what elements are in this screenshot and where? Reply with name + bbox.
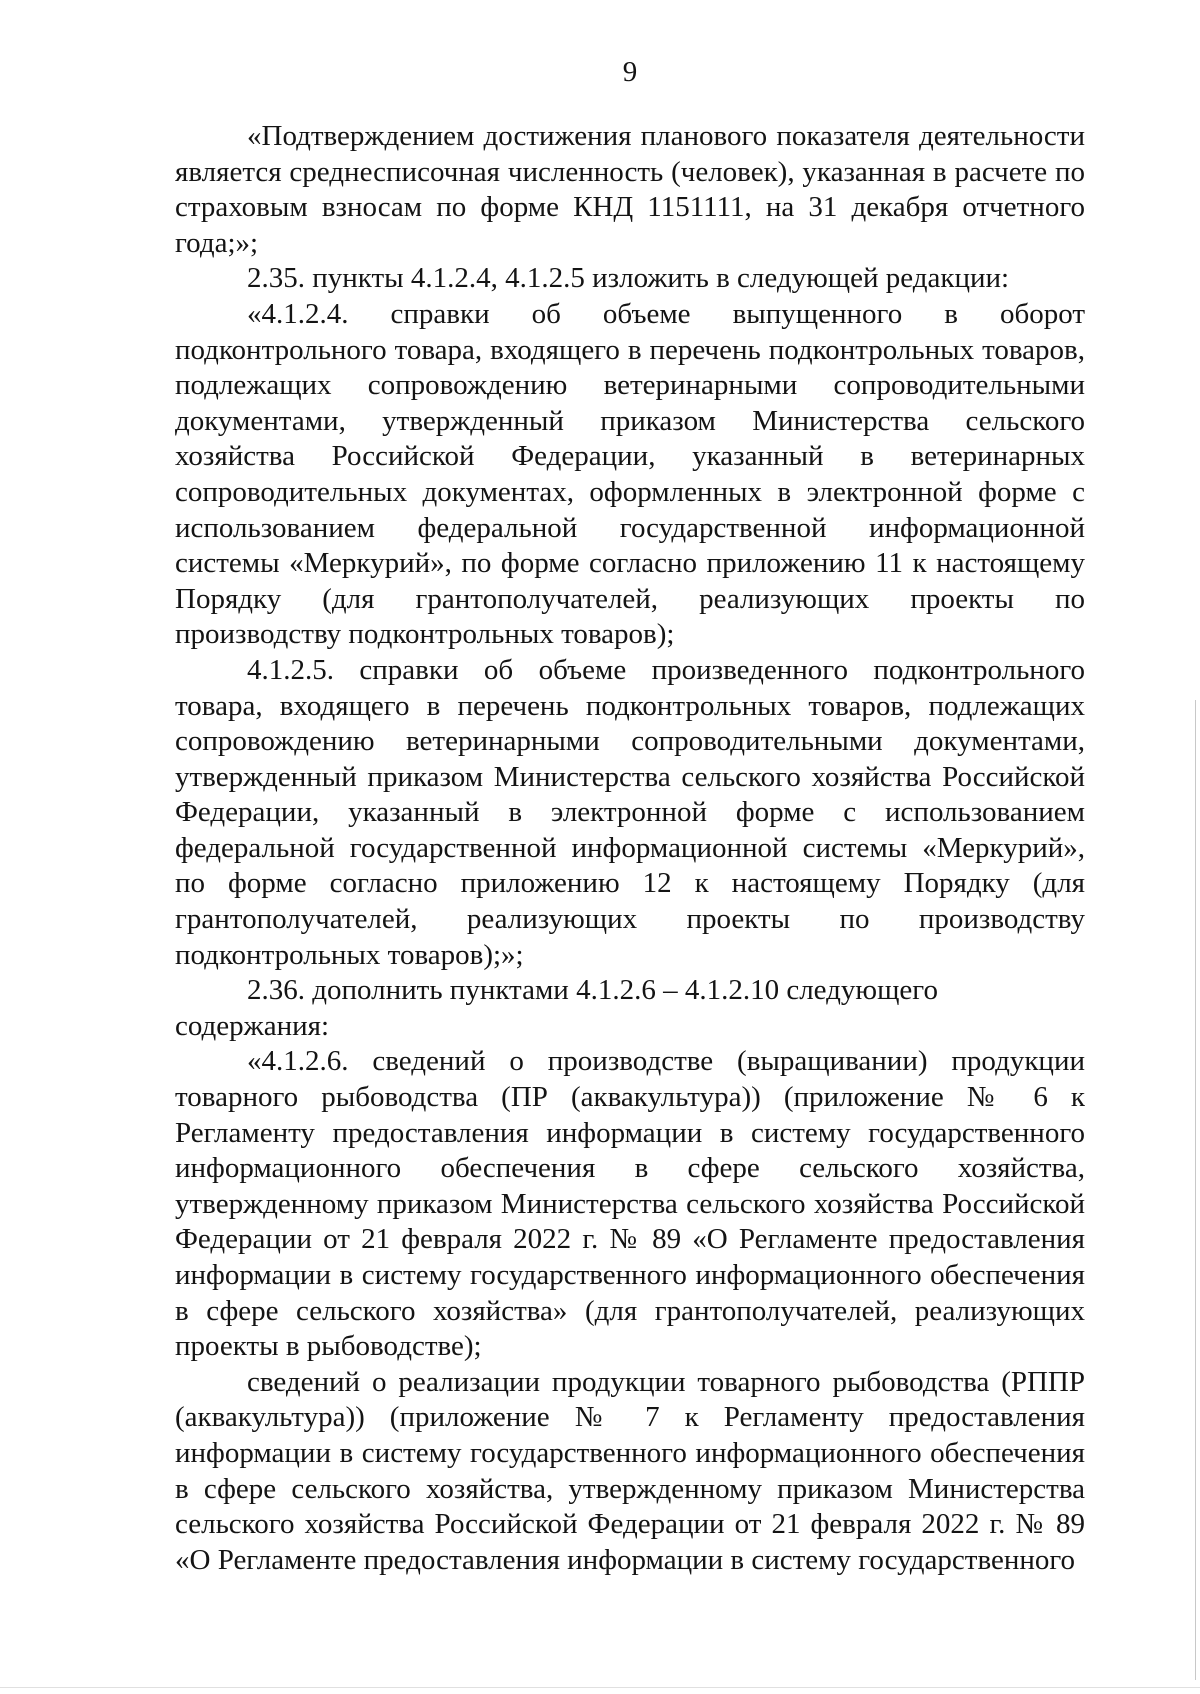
scan-bottom-line <box>0 1687 1200 1688</box>
paragraph-2-36: 2.36. дополнить пунктами 4.1.2.6 – 4.1.2.10 следующего содержания: <box>175 974 938 1042</box>
document-body <box>175 119 1085 1578</box>
page-number: 9 <box>622 56 638 88</box>
paragraph-4-1-2-5: 4.1.2.5. справки об объеме произведенного подконтрольного товара, входящего в перечень подконтрольных товаров, подлежащих сопровождению ветеринарными сопроводительными документами, утвержденный приказом Министерства сельского хозяйства Российской Федерации, указанный в электронной форме с использованием федеральной государственной информационной системы «Меркурий», по форме согласно приложению 12 к настоящему Порядку (для грантополучателей, реализующих проекты по производству подконтрольных товаров);»; <box>175 653 1085 971</box>
paragraph-2-35: 2.35. пункты 4.1.2.4, 4.1.2.5 изложить в следующей редакции: <box>247 262 1010 295</box>
paragraph-4-1-2-6: «4.1.2.6. сведений о производстве (выращивании) продукции товарного рыбоводства (ПР (аквакультура)) (приложение № 6 к Регламенту предоставления информации в систему государственного информационного обеспечения в сфере сельского хозяйства, утвержденному приказом Министерства сельского хозяйства Российской Федерации от 21 февраля 2022 г. № 89 «О Регламенте предоставления информации в систему государственного информационного обеспечения в сфере сельского хозяйства» (для грантополучателей, реализующих проекты в рыбоводстве); <box>175 1045 1085 1363</box>
paragraph-confirmation: «Подтверждением достижения планового показателя деятельности является среднесписочная численность (человек), указанная в расчете по страховым взносам по форме КНД 1151111, на 31 декабря отчетного года;»; <box>175 120 1085 259</box>
paragraph-4-1-2-4: «4.1.2.4. справки об объеме выпущенного в оборот подконтрольного товара, входящего в перечень подконтрольных товаров, подлежащих сопровождению ветеринарными сопроводительными документами, утвержденный приказом Министерства сельского хозяйства Российской Федерации, указанный в ветеринарных сопроводительных документах, оформленных в электронной форме с использованием федеральной государственной информационной системы «Меркурий», по форме согласно приложению 11 к настоящему Порядку (для грантополучателей, реализующих проекты по производству подконтрольных товаров); <box>175 297 1085 651</box>
scan-edge-line <box>1195 700 1196 1680</box>
paragraph-rppr: сведений о реализации продукции товарного рыбоводства (РППР (аквакультура)) (приложение № 7 к Регламенту предоставления информации в систему государственного информационного обеспечения в сфере сельского хозяйства, утвержденному приказом Министерства сельского хозяйства Российской Федерации от 21 февраля 2022 г. № 89 «О Регламенте предоставления информации в систему государственного <box>175 1365 1085 1576</box>
